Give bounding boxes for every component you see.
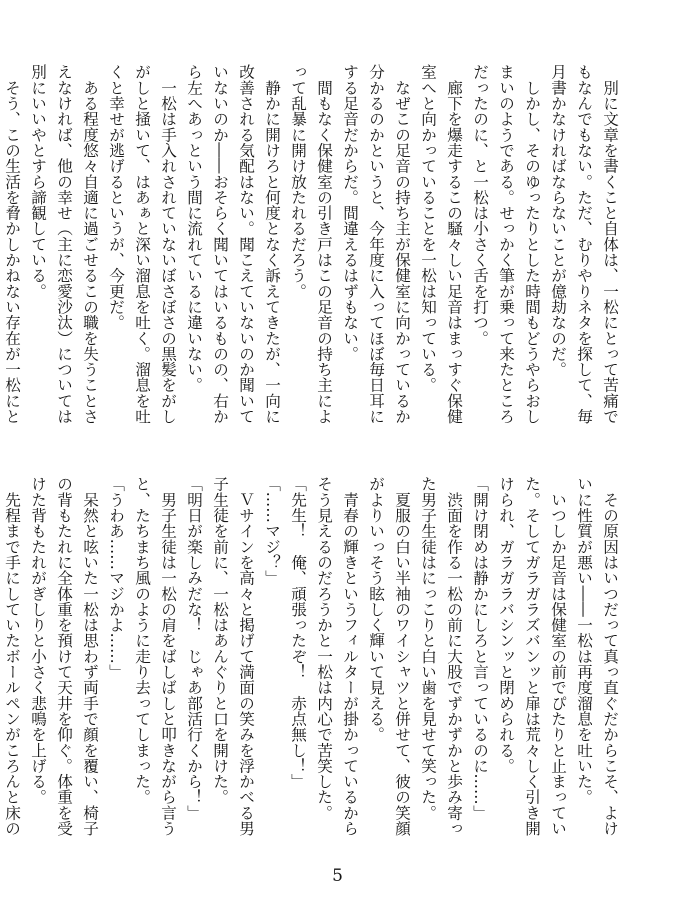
page-number: 5 <box>332 866 343 886</box>
lower-text-block <box>3 476 623 840</box>
upper-text-block <box>3 64 623 436</box>
upper-body-text: 別に文章を書くこと自体は、一松にとって苦痛でもなんでもない。ただ、むりやりネタを探して、毎月書かなければならないことが億劫なのだ。 しかし、そのゆったりとした時間もどうやらおしまいのようである。せっかく筆が乗って来たところだったのに、と一松は小さく舌を打つ。 廊下を爆走するこの騒々しい足音はまっすぐ保健室へと向かっていることを一松は知っている。 なぜこの足音の持ち主が保健室に向かっているか分かるのかというと、今年度に入ってほぼ毎日耳にする足音だからだ。間違えるはずもない。 間もなく保健室の引き戸はこの足音の持ち主によって乱暴に開け放たれるだろう。 静かに開けろと何度となく訴えてきたが、一向に改善される気配はない。聞こえていないのか聞いていないのか――おそらく聞いてはいるものの、右から左へあっという間に流れているに違いない。 一松は手入れされていないぼさぼさの黒髪をがしがしと掻いて、はあぁと深い溜息を吐く。溜息を吐くと幸せが逃げるというが、今更だ。 ある程度悠々自適に過ごせるこの職を失うことさえなければ、他の幸せ（主に恋愛沙汰）については別にいいやとすら諦観している。 そう、この生活を脅かしかねない存在が一松にと <box>3 64 619 424</box>
lower-body-text: その原因はいつだって真っ直ぐだからこそ、よけいに性質が悪い――一松は再度溜息を吐いた。 いつしか足音は保健室の前でぴたりと止まっていた。そしてガラガラズバンッと扉は荒々しく引き開けられ、ガラガラバシンッと閉められる。 「開け閉めは静かにしろと言っているのに……」 渋面を作る一松の前に大股でずかずかと歩み寄った男子生徒はにっこりと白い歯を見せて笑った。 夏服の白い半袖のワイシャツと併せて、彼の笑顔がよりいっそう眩しく輝いて見える。 青春の輝きというフィルターが掛かっているからそう見えるのだろうかと一松は内心で苦笑した。 「先生！ 俺、頑張ったぞ！ 赤点無し！」 「……マジ？」 Ｖサインを高々と掲げて満面の笑みを浮かべる男子生徒を前に、一松はあんぐりと口を開けた。 「明日が楽しみだな！ じゃあ部活行くから！」 男子生徒は一松の肩をばしばしと叩きながら言うと、たちまち風のように走り去ってしまった。 「うわあ……マジかよ……」 呆然と呟いた一松は思わず両手で顔を覆い、椅子の背もたれに全体重を預けて天井を仰ぐ。体重を受けた背もたれがぎしりと小さく悲鳴を上げる。 先程まで手にしていたボールペンがころんと床の <box>3 476 619 836</box>
